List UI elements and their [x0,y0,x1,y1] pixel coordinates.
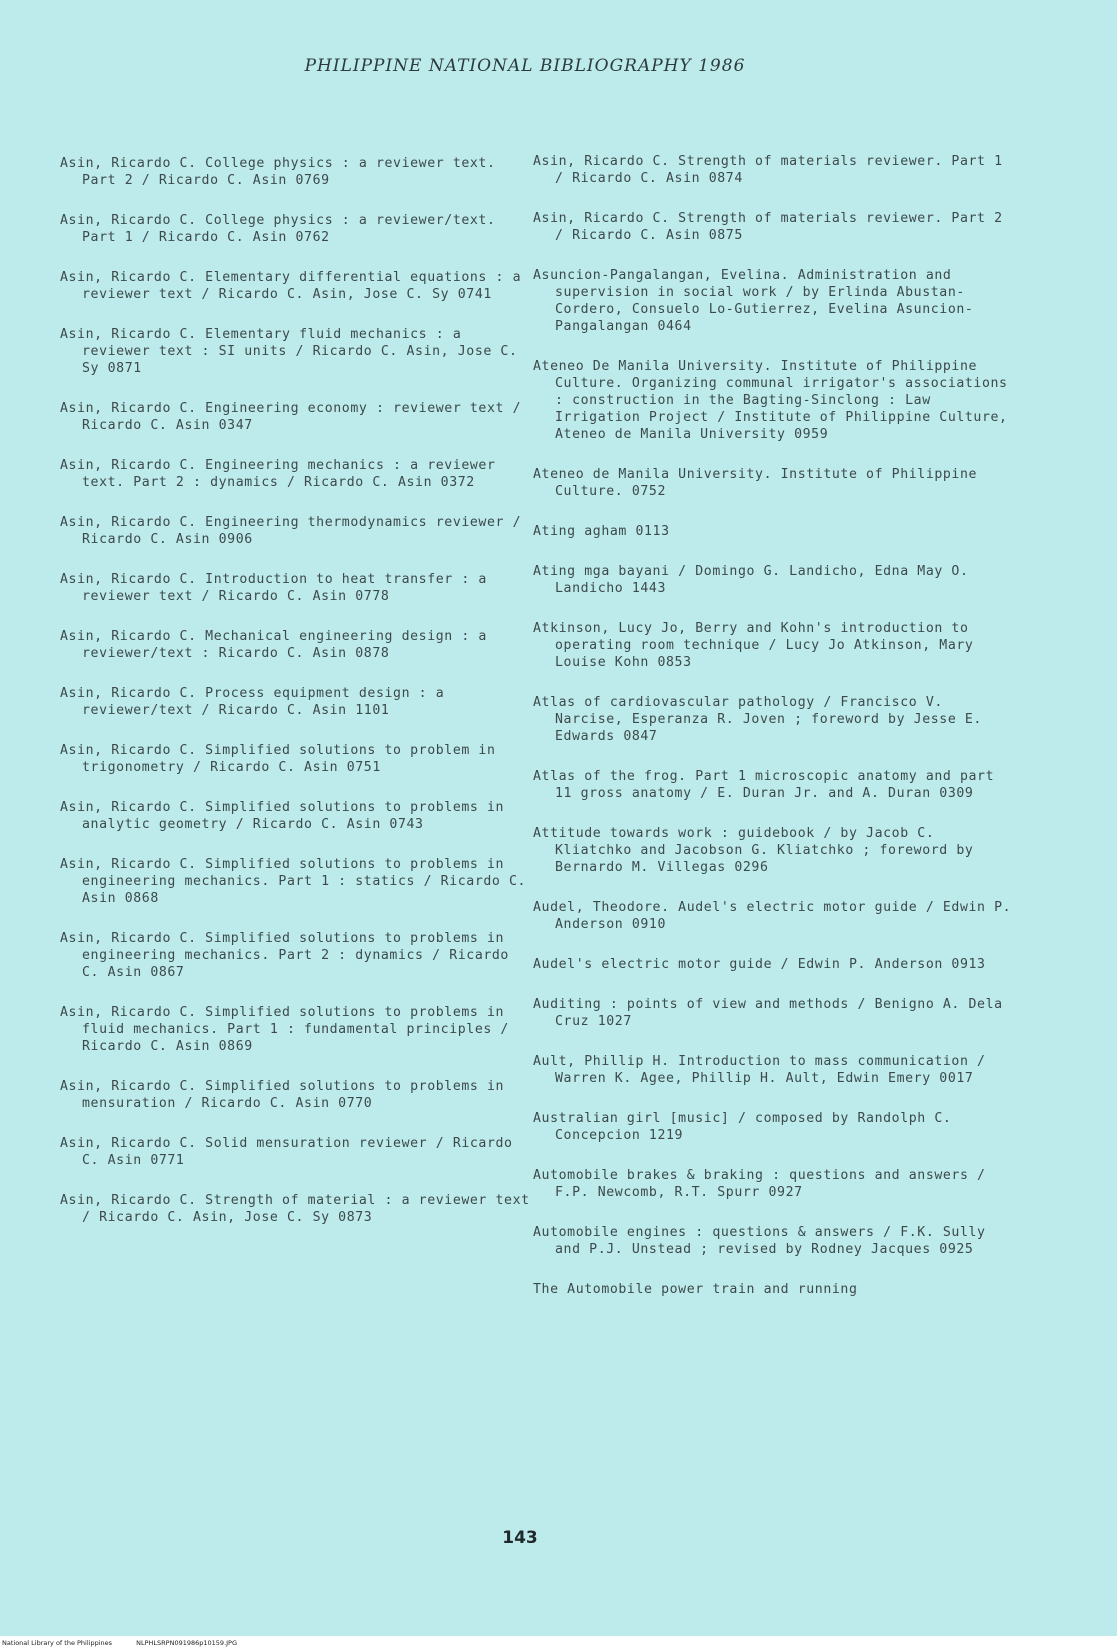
bibliography-entry: Asin, Ricardo C. Solid mensuration reviewer / Ricardo C. Asin 0771 [60,1136,513,1168]
bibliography-entry: Asin, Ricardo C. College physics : a reviewer/text. Part 1 / Ricardo C. Asin 0762 [60,213,496,245]
bibliography-entry: Asin, Ricardo C. Elementary fluid mechanics : a reviewer text : SI units / Ricardo C. Asin, Jose C. Sy 0871 [60,327,518,376]
page-title: PHILIPPINE NATIONAL BIBLIOGRAPHY 1986 [304,56,746,76]
bibliography-entry: Asin, Ricardo C. Simplified solutions to problems in mensuration / Ricardo C. Asin 0770 [60,1079,505,1111]
bibliography-entry: Asin, Ricardo C. Strength of materials reviewer. Part 2 / Ricardo C. Asin 0875 [533,211,1003,243]
bibliography-entry: Asin, Ricardo C. Simplified solutions to problems in engineering mechanics. Part 1 : statics / Ricardo C. Asin 0868 [60,857,527,906]
bibliography-entry: Asin, Ricardo C. Simplified solutions to problem in trigonometry / Ricardo C. Asin 0751 [60,743,496,775]
bibliography-entry: Asin, Ricardo C. Elementary differential equations : a reviewer text / Ricardo C. Asin, Jose C. Sy 0741 [60,270,522,302]
footer-file: NLPHLSRPN091986p10159.JPG [136,1639,238,1647]
bibliography-entry: Attitude towards work : guidebook / by Jacob C. Kliatchko and Jacobson G. Kliatchko ; foreword by Bernardo M. Villegas 0296 [533,826,974,875]
bibliography-entry: The Automobile power train and running [533,1282,858,1297]
footer-library: National Library of the Philippines [2,1639,113,1647]
bibliography-entry: Asin, Ricardo C. Mechanical engineering design : a reviewer/text : Ricardo C. Asin 0878 [60,629,487,661]
bibliography-entry: Australian girl [music] / composed by Randolph C. Concepcion 1219 [533,1111,952,1143]
bibliography-entry: Asin, Ricardo C. Simplified solutions to problems in fluid mechanics. Part 1 : fundamental principles / Ricardo C. Asin 0869 [60,1005,509,1054]
bibliography-entry: Automobile brakes & braking : questions and answers / F.P. Newcomb, R.T. Spurr 0927 [533,1168,986,1200]
bibliography-entry: Asin, Ricardo C. Engineering thermodynamics reviewer / Ricardo C. Asin 0906 [60,515,522,547]
page-number: 143 [502,1528,538,1548]
bibliography-entry: Atlas of cardiovascular pathology / Francisco V. Narcise, Esperanza R. Joven ; foreword by Jesse E. Edwards 0847 [533,695,982,744]
bibliography-entry: Asin, Ricardo C. Simplified solutions to problems in engineering mechanics. Part 2 : dynamics / Ricardo C. Asin 0867 [60,931,509,980]
scan-footer [0,1636,1117,1650]
bibliography-entry: Audel, Theodore. Audel's electric motor guide / Edwin P. Anderson 0910 [533,900,1012,932]
bibliography-entry: Audel's electric motor guide / Edwin P. Anderson 0913 [533,957,986,972]
bibliography-entry: Asin, Ricardo C. Strength of material : a reviewer text / Ricardo C. Asin, Jose C. Sy 0873 [60,1193,530,1225]
bibliography-entry: Asin, Ricardo C. Engineering economy : reviewer text / Ricardo C. Asin 0347 [60,401,522,433]
bibliography-entry: Asuncion-Pangalangan, Evelina. Administration and supervision in social work / by Erlinda Abustan-Cordero, Consuelo Lo-Gutierrez, Evelina Asuncion-Pangalangan 0464 [533,268,974,334]
bibliography-entry: Atlas of the frog. Part 1 microscopic anatomy and part 11 gross anatomy / E. Duran Jr. and A. Duran 0309 [533,769,995,801]
bibliography-entry: Atkinson, Lucy Jo, Berry and Kohn's introduction to operating room technique / Lucy Jo Atkinson, Mary Louise Kohn 0853 [533,621,974,670]
bibliography-entry: Ateneo de Manila University. Institute of Philippine Culture. 0752 [533,467,978,499]
bibliography-entry: Auditing : points of view and methods / Benigno A. Dela Cruz 1027 [533,997,1003,1029]
bibliography-entry: Automobile engines : questions & answers / F.K. Sully and P.J. Unstead ; revised by Rodney Jacques 0925 [533,1225,986,1257]
bibliography-entry: Ateneo De Manila University. Institute of Philippine Culture. Organizing communal irrigator's associations : construction in the Bagting-Sinclong : Law Irrigation Project / Institute of Philippine Culture, Ateneo de Manila University 0959 [533,359,1008,442]
bibliography-entry: Asin, Ricardo C. Engineering mechanics : a reviewer text. Part 2 : dynamics / Ricardo C. Asin 0372 [60,458,496,490]
left-column [60,155,530,1249]
bibliography-entry: Ating agham 0113 [533,524,670,539]
bibliography-entry: Asin, Ricardo C. College physics : a reviewer text. Part 2 / Ricardo C. Asin 0769 [60,156,496,188]
bibliography-entry: Asin, Ricardo C. Strength of materials reviewer. Part 1 / Ricardo C. Asin 0874 [533,154,1003,186]
bibliography-entry: Ating mga bayani / Domingo G. Landicho, Edna May O. Landicho 1443 [533,564,969,596]
bibliography-entry: Ault, Phillip H. Introduction to mass communication / Warren K. Agee, Phillip H. Ault, Edwin Emery 0017 [533,1054,986,1086]
bibliography-entry: Asin, Ricardo C. Simplified solutions to problems in analytic geometry / Ricardo C. Asin 0743 [60,800,505,832]
right-column [533,153,1013,1321]
bibliography-entry: Asin, Ricardo C. Introduction to heat transfer : a reviewer text / Ricardo C. Asin 0778 [60,572,487,604]
bibliography-entry: Asin, Ricardo C. Process equipment design : a reviewer/text / Ricardo C. Asin 1101 [60,686,445,718]
